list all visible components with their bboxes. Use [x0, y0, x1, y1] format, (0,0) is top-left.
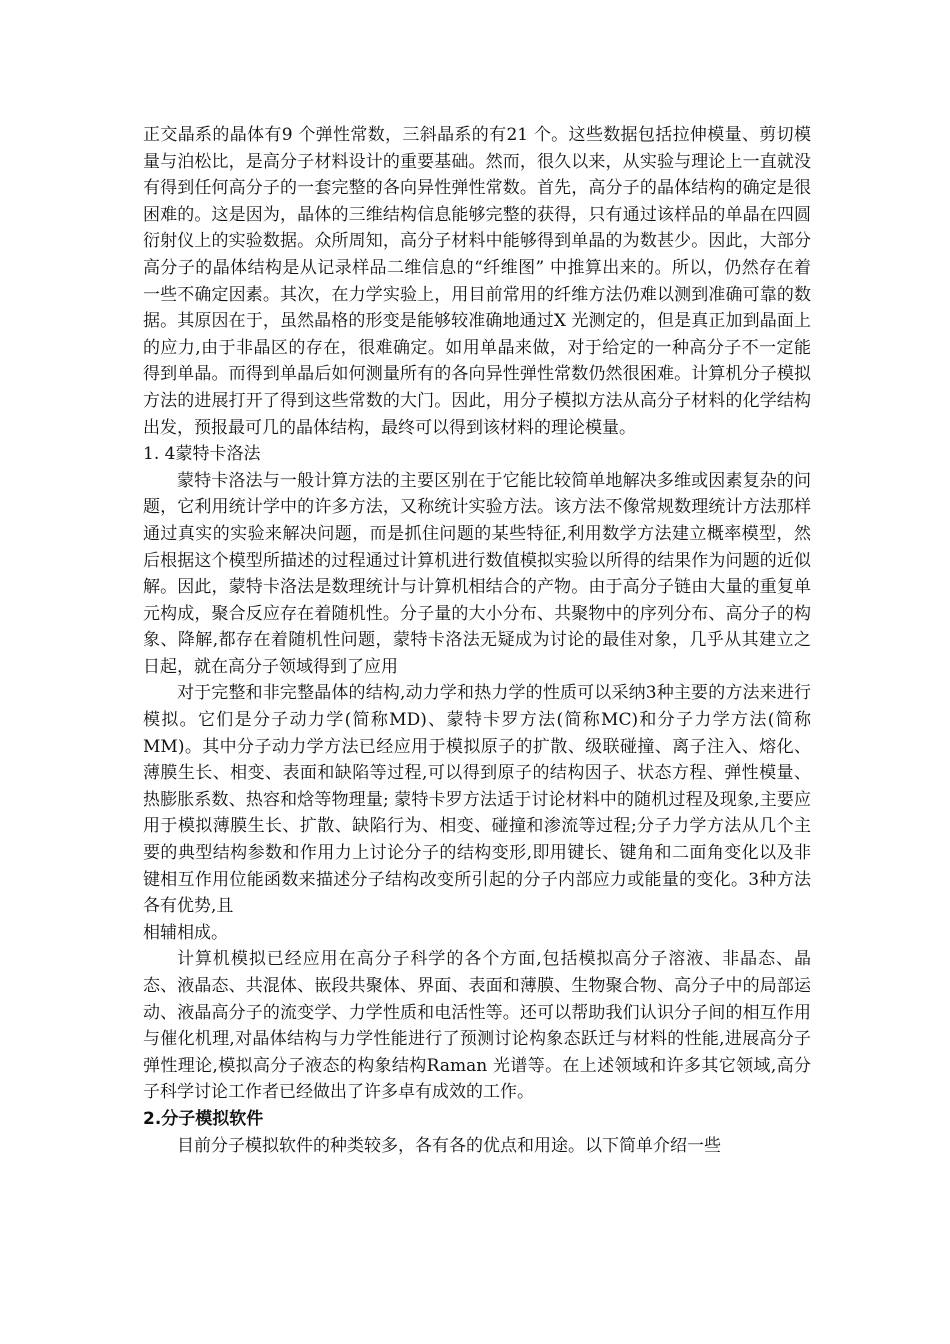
paragraph-continuation: 相辅相成。: [143, 922, 228, 943]
section-heading-software: 2.分子模拟软件: [143, 1108, 264, 1129]
paragraph-elastic-constants: 正交晶系的晶体有9 个弹性常数，三斜晶系的有21 个。这些数据包括拉伸模量、剪切模量与泊松比，是高分子材料设计的重要基础。然而，很久以来，从实验与理论上一直就没有得到任何高分子的一套完整的各向异性弹性常数。首先，高分子的晶体结构的确定是很困难的。这是因为，晶体的三维结构信息能够完整的获得，只有通过该样品的单晶在四圆衍射仪上的实验数据。众所周知，高分子材料中能够得到单晶的为数甚少。因此，大部分高分子的晶体结构是从记录样品二维信息的“纤维图” 中推算出来的。所以，仍然存在着一些不确定因素。其次，在力学实验上，用目前常用的纤维方法仍难以测到准确可靠的数据。其原因在于，虽然晶格的形变是能够较准确地通过X 光测定的，但是真正加到晶面上的应力,由于非晶区的存在，很难确定。如用单晶来做，对于给定的一种高分子不一定能得到单晶。而得到单晶后如何测量所有的各向异性弹性常数仍然很困难。计算机分子模拟方法的进展打开了得到这些常数的大门。因此，用分子模拟方法从高分子材料的化学结构出发，预报最可几的晶体结构，最终可以得到该材料的理论模量。: [143, 125, 811, 438]
document-page: [143, 122, 811, 1159]
paragraph-software-intro: 目前分子模拟软件的种类较多，各有各的优点和用途。以下简单介绍一些: [177, 1135, 721, 1156]
paragraph-monte-carlo: 蒙特卡洛法与一般计算方法的主要区别在于它能比较简单地解决多维或因素复杂的问题，它利用统计学中的许多方法，又称统计实验方法。该方法不像常规数理统计方法那样通过真实的实验来解决问题，而是抓住问题的某些特征,利用数学方法建立概率模型，然后根据这个模型所描述的过程通过计算机进行数值模拟实验以所得的结果作为问题的近似解。因此，蒙特卡洛法是数理统计与计算机相结合的产物。由于高分子链由大量的重复单元构成，聚合反应存在着随机性。分子量的大小分布、共聚物中的序列分布、高分子的构象、降解,都存在着随机性问题，蒙特卡洛法无疑成为讨论的最佳对象，几乎从其建立之日起，就在高分子领域得到了应用: [143, 470, 811, 677]
paragraph-computer-simulation: 计算机模拟已经应用在高分子科学的各个方面,包括模拟高分子溶液、非晶态、晶态、液晶态、共混体、嵌段共聚体、界面、表面和薄膜、生物聚合物、高分子中的局部运动、液晶高分子的流变学、力学性质和电活性等。还可以帮助我们认识分子间的相互作用与催化机理,对晶体结构与力学性能进行了预测讨论构象态跃迁与材料的性能,进展高分子弹性理论,模拟高分子液态的构象结构Raman 光谱等。在上述领域和许多其它领域,高分子科学讨论工作者已经做出了许多卓有成效的工作。: [143, 949, 811, 1103]
paragraph-simulation-methods: 对于完整和非完整晶体的结构,动力学和热力学的性质可以采纳3种主要的方法来进行模拟。它们是分子动力学(简称MD)、蒙特卡罗方法(简称MC)和分子力学方法(简称MM)。其中分子动力学方法已经应用于模拟原子的扩散、级联碰撞、离子注入、熔化、薄膜生长、相变、表面和缺陷等过程,可以得到原子的结构因子、状态方程、弹性模量、热膨胀系数、热容和焓等物理量; 蒙特卡罗方法适于讨论材料中的随机过程及现象,主要应用于模拟薄膜生长、扩散、缺陷行为、相变、碰撞和渗流等过程;分子力学方法从几个主要的典型结构参数和作用力上讨论分子的结构变形,即用键长、键角和二面角变化以及非键相互作用位能函数来描述分子结构改变所引起的分子内部应力或能量的变化。3种方法各有优势,且: [143, 683, 811, 917]
section-heading-monte-carlo: 1. 4蒙特卡洛法: [143, 444, 261, 465]
